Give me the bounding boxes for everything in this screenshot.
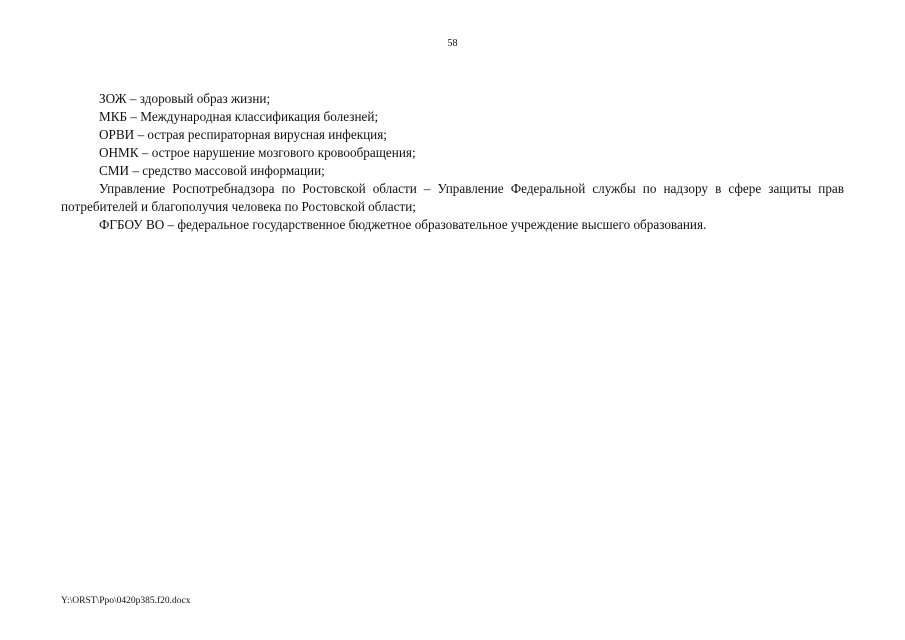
- abbreviation-orvi: ОРВИ – острая респираторная вирусная инфекция;: [99, 127, 387, 142]
- abbreviation-smi: СМИ – средство массовой информации;: [99, 163, 325, 178]
- footer-file-path: Y:\ORST\Ppo\0420p385.f20.docx: [61, 596, 191, 606]
- abbreviations-list: [61, 90, 844, 234]
- abbreviation-rospotrebnadzor: Управление Роспотребнадзора по Ростовской области – Управление Федеральной службы по надзору в сфере защиты прав потребителей и благополучия человека по Ростовской области;: [61, 181, 844, 214]
- abbreviation-onmk: ОНМК – острое нарушение мозгового кровообращения;: [99, 145, 416, 160]
- page-number: 58: [447, 38, 458, 49]
- abbreviation-mkb: МКБ – Международная классификация болезней;: [99, 109, 379, 124]
- abbreviation-fgbou-vo: ФГБОУ ВО – федеральное государственное бюджетное образовательное учреждение высшего образования.: [99, 217, 707, 232]
- abbreviation-zozh: ЗОЖ – здоровый образ жизни;: [99, 91, 271, 106]
